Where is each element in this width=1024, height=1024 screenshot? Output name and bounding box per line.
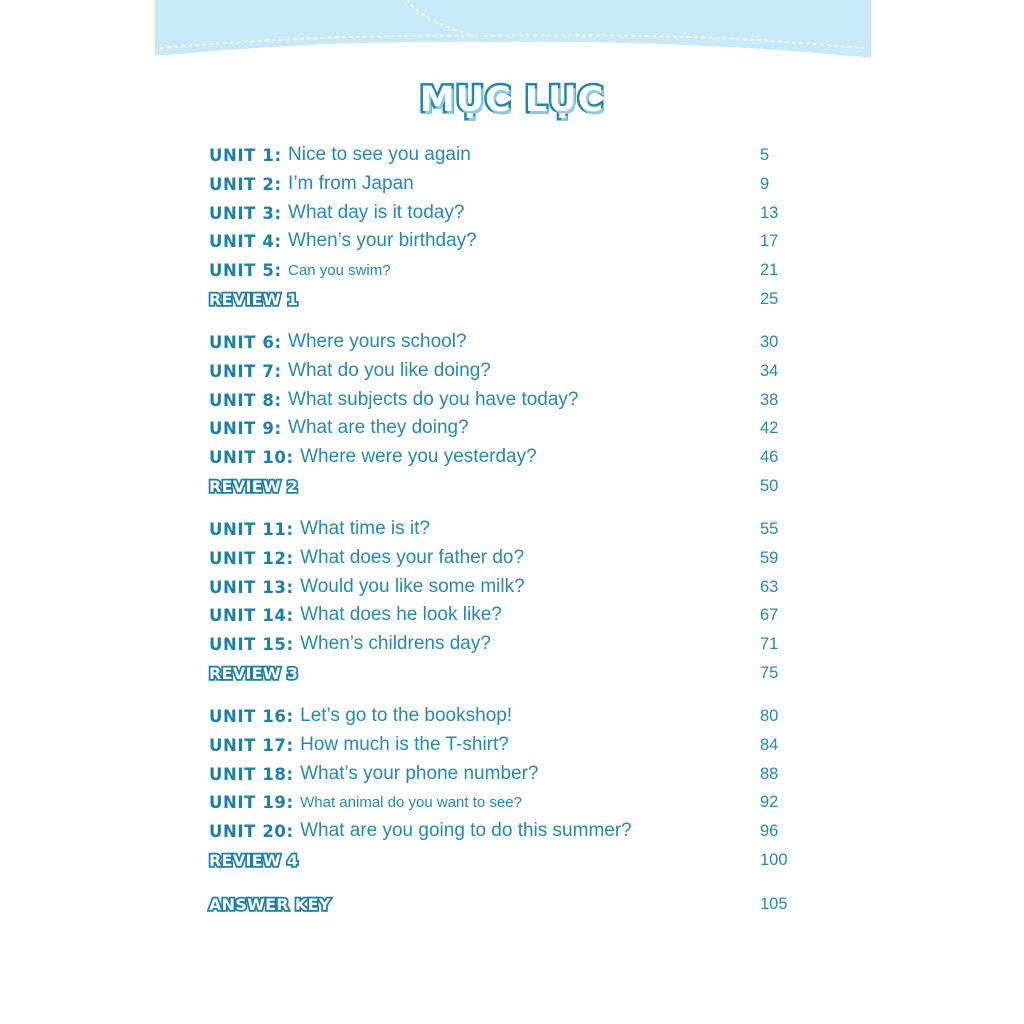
toc-entry-unit-13[interactable]	[209, 574, 809, 600]
page-number: 75	[760, 664, 779, 682]
unit-colon: :	[286, 735, 294, 755]
unit-colon: :	[286, 706, 294, 726]
unit-colon: :	[274, 332, 282, 352]
unit-title: Nice to see you again	[288, 144, 471, 165]
page-number: 17	[760, 232, 779, 250]
unit-colon: :	[286, 519, 294, 539]
unit-colon: :	[274, 390, 282, 410]
page-number: 21	[760, 261, 779, 279]
unit-label: UNIT 12	[209, 548, 287, 568]
unit-colon: :	[274, 418, 282, 438]
unit-label: UNIT 15	[209, 634, 287, 654]
unit-title: What are they doing?	[288, 417, 469, 438]
unit-colon: :	[286, 447, 294, 467]
toc-entry-unit-14[interactable]	[209, 602, 809, 628]
unit-label: UNIT 7	[209, 361, 275, 381]
review-label: REVIEW 3	[209, 663, 299, 683]
toc-entry-review-4[interactable]	[209, 847, 809, 873]
unit-colon: :	[286, 548, 294, 568]
page-number: 88	[760, 765, 779, 783]
unit-colon: :	[286, 605, 294, 625]
unit-label: UNIT 14	[209, 605, 287, 625]
page-number: 25	[760, 290, 779, 308]
page-number: 84	[760, 736, 779, 754]
unit-colon: :	[274, 231, 282, 251]
review-label: REVIEW 4	[209, 850, 299, 870]
toc-entry-unit-6[interactable]	[209, 329, 809, 355]
page-number: 105	[760, 895, 788, 913]
page-number: 96	[760, 822, 779, 840]
toc-entry-unit-10[interactable]	[209, 444, 809, 470]
toc-entry-unit-12[interactable]	[209, 545, 809, 571]
unit-label: UNIT 8	[209, 390, 275, 410]
unit-title: When’s childrens day?	[300, 633, 491, 654]
page-number: 46	[760, 448, 779, 466]
unit-label: UNIT 16	[209, 706, 287, 726]
unit-colon: :	[274, 361, 282, 381]
page-number: 67	[760, 606, 779, 624]
page-number: 59	[760, 549, 779, 567]
toc-entry-unit-8[interactable]	[209, 387, 809, 413]
toc-entry-review-1[interactable]	[209, 286, 809, 312]
page-number: 100	[760, 851, 788, 869]
unit-label: UNIT 9	[209, 418, 275, 438]
toc-entry-unit-19[interactable]	[209, 789, 809, 815]
toc-entry-unit-18[interactable]	[209, 761, 809, 787]
toc-entry-unit-3[interactable]	[209, 200, 809, 226]
unit-title: What are you going to do this summer?	[300, 820, 632, 841]
toc-entry-unit-16[interactable]	[209, 703, 809, 729]
unit-title: What time is it?	[300, 518, 430, 539]
unit-colon: :	[286, 821, 294, 841]
toc-entry-unit-5[interactable]	[209, 257, 809, 283]
unit-title: Can you swim?	[288, 261, 391, 279]
answer-key-label: ANSWER KEY	[209, 894, 331, 914]
toc-entry-unit-20[interactable]	[209, 818, 809, 844]
unit-label: UNIT 6	[209, 332, 275, 352]
page-title: MỤC LỤC	[419, 80, 605, 120]
toc-entry-unit-4[interactable]	[209, 228, 809, 254]
toc-entry-answer-key[interactable]	[209, 891, 809, 917]
unit-label: UNIT 18	[209, 764, 287, 784]
unit-colon: :	[286, 577, 294, 597]
unit-title: What do you like doing?	[288, 360, 491, 381]
toc-entry-unit-17[interactable]	[209, 732, 809, 758]
page-number: 63	[760, 578, 779, 596]
unit-label: UNIT 4	[209, 231, 275, 251]
unit-colon: :	[286, 764, 294, 784]
page-number: 42	[760, 419, 779, 437]
unit-title: What’s your phone number?	[300, 763, 539, 784]
page-number: 34	[760, 362, 779, 380]
unit-colon: :	[274, 203, 282, 223]
page-number: 80	[760, 707, 779, 725]
unit-label: UNIT 17	[209, 735, 287, 755]
unit-title: Let’s go to the bookshop!	[300, 705, 513, 726]
unit-colon: :	[286, 634, 294, 654]
unit-title: Would you like some milk?	[300, 576, 525, 597]
page-number: 38	[760, 391, 779, 409]
unit-title: Where yours school?	[288, 331, 467, 352]
toc-entry-review-3[interactable]	[209, 660, 809, 686]
unit-title: When’s your birthday?	[288, 230, 477, 251]
unit-title: What animal do you want to see?	[300, 793, 522, 811]
toc-entry-review-2[interactable]	[209, 473, 809, 499]
unit-label: UNIT 3	[209, 203, 275, 223]
unit-label: UNIT 5	[209, 260, 275, 280]
toc-entry-unit-11[interactable]	[209, 516, 809, 542]
unit-label: UNIT 13	[209, 577, 287, 597]
unit-label: UNIT 2	[209, 174, 275, 194]
unit-label: UNIT 10	[209, 447, 287, 467]
unit-label: UNIT 19	[209, 792, 287, 812]
toc-entry-unit-7[interactable]	[209, 358, 809, 384]
unit-colon: :	[286, 792, 294, 812]
page-number: 30	[760, 333, 779, 351]
review-label: REVIEW 2	[209, 476, 299, 496]
toc-entry-unit-2[interactable]	[209, 171, 809, 197]
unit-title: What day is it today?	[288, 202, 465, 223]
unit-title: What does your father do?	[300, 547, 525, 568]
unit-title: What does he look like?	[300, 604, 502, 625]
page-number: 50	[760, 477, 779, 495]
unit-label: UNIT 1	[209, 145, 275, 165]
page-number: 13	[760, 204, 779, 222]
page-number: 9	[760, 175, 770, 193]
unit-label: UNIT 20	[209, 821, 287, 841]
page-number: 55	[760, 520, 779, 538]
unit-title: I’m from Japan	[288, 173, 414, 194]
review-label: REVIEW 1	[209, 289, 299, 309]
unit-label: UNIT 11	[209, 519, 287, 539]
unit-colon: :	[274, 145, 282, 165]
unit-colon: :	[274, 260, 282, 280]
page-number: 92	[760, 793, 779, 811]
toc-entry-unit-1[interactable]	[209, 142, 809, 168]
unit-colon: :	[274, 174, 282, 194]
toc-entry-unit-15[interactable]	[209, 631, 809, 657]
toc-entry-unit-9[interactable]	[209, 415, 809, 441]
unit-title: What subjects do you have today?	[288, 389, 579, 410]
unit-title: How much is the T-shirt?	[300, 734, 509, 755]
unit-title: Where were you yesterday?	[300, 446, 537, 467]
page-number: 71	[760, 635, 779, 653]
page-number: 5	[760, 146, 770, 164]
